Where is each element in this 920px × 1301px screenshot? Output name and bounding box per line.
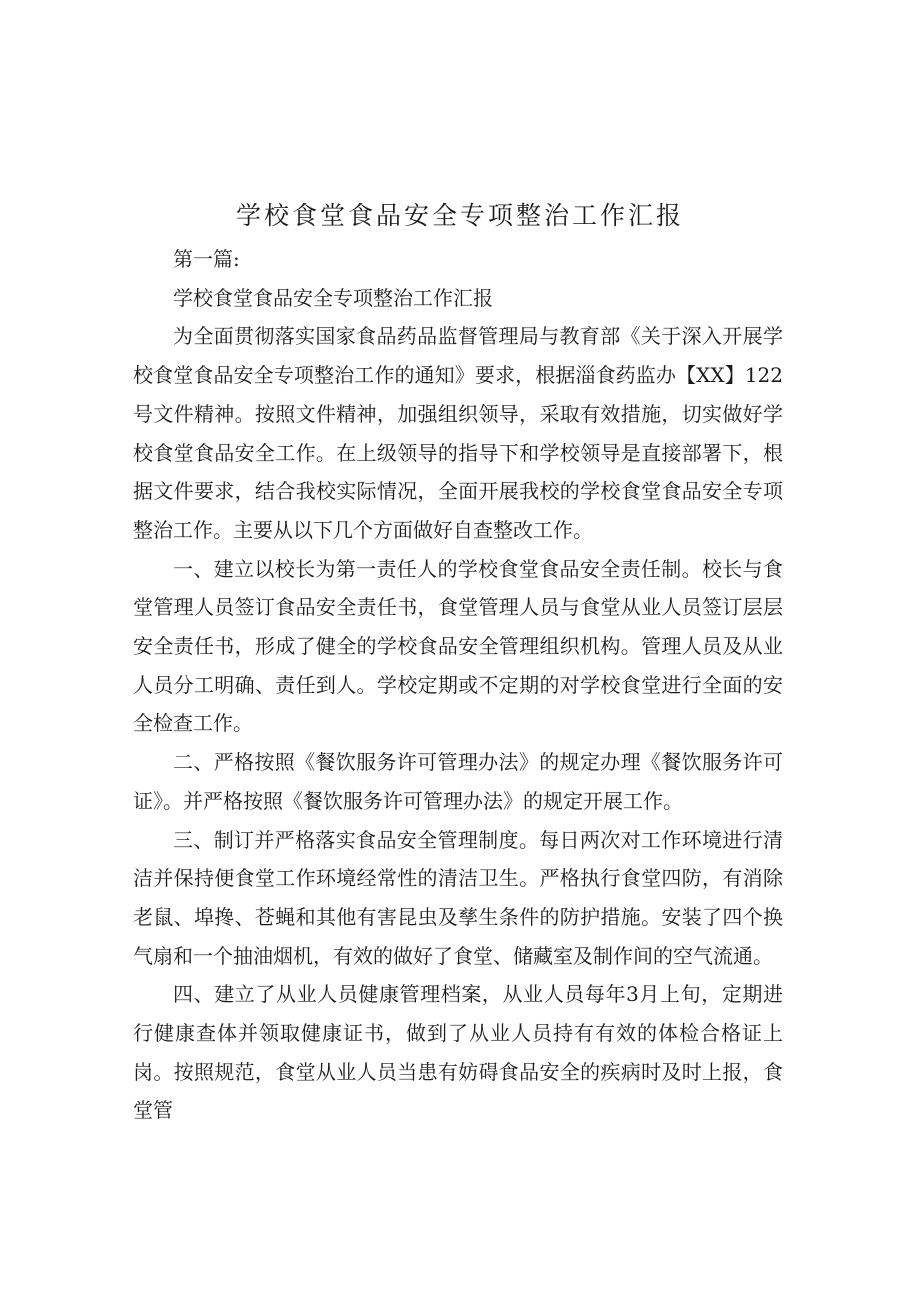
paragraph-item-1: 一、建立以校长为第一责任人的学校食堂食品安全责任制。校长与食堂管理人员签订食品安全责任书，食堂管理人员与食堂从业人员签订层层安全责任书，形成了健全的学校食品安全管理组织机构。管理人员及从业人员分工明确、责任到人。学校定期或不定期的对学校食堂进行全面的安全检查工作。 [133,556,783,736]
subtitle: 学校食堂食品安全专项整治工作汇报 [173,285,493,310]
paragraph-item-4: 四、建立了从业人员健康管理档案，从业人员每年3月上旬，定期进行健康查体并领取健康证书，做到了从业人员持有有效的体检合格证上岗。按照规范，食堂从业人员当患有妨碍食品安全的疾病时及时上报，食堂管 [133,982,783,1123]
document-title: 学校食堂食品安全专项整治工作汇报 [235,201,684,230]
paragraph-intro: 为全面贯彻落实国家食品药品监督管理局与教育部《关于深入开展学校食堂食品安全专项整治工作的通知》要求，根据淄食药监办【XX】122号文件精神。按照文件精神，加强组织领导，采取有效措施，切实做好学校食堂食品安全工作。在上级领导的指导下和学校领导是直接部署下，根据文件要求，结合我校实际情况，全面开展我校的学校食堂食品安全专项整治工作。主要从以下几个方面做好自查整改工作。 [133,324,783,542]
paragraph-item-2: 二、严格按照《餐饮服务许可管理办法》的规定办理《餐饮服务许可证》。并严格按照《餐饮服务许可管理办法》的规定开展工作。 [133,750,783,813]
section-label: 第一篇: [173,247,240,271]
paragraph-item-3: 三、制订并严格落实食品安全管理制度。每日两次对工作环境进行清洁并保持便食堂工作环境经常性的清洁卫生。严格执行食堂四防，有消除老鼠、埠搀、苍蝇和其他有害昆虫及孳生条件的防护措施。安装了四个换气扇和一个抽油烟机，有效的做好了食堂、储藏室及制作间的空气流通。 [133,827,783,968]
document-body [133,240,783,1130]
